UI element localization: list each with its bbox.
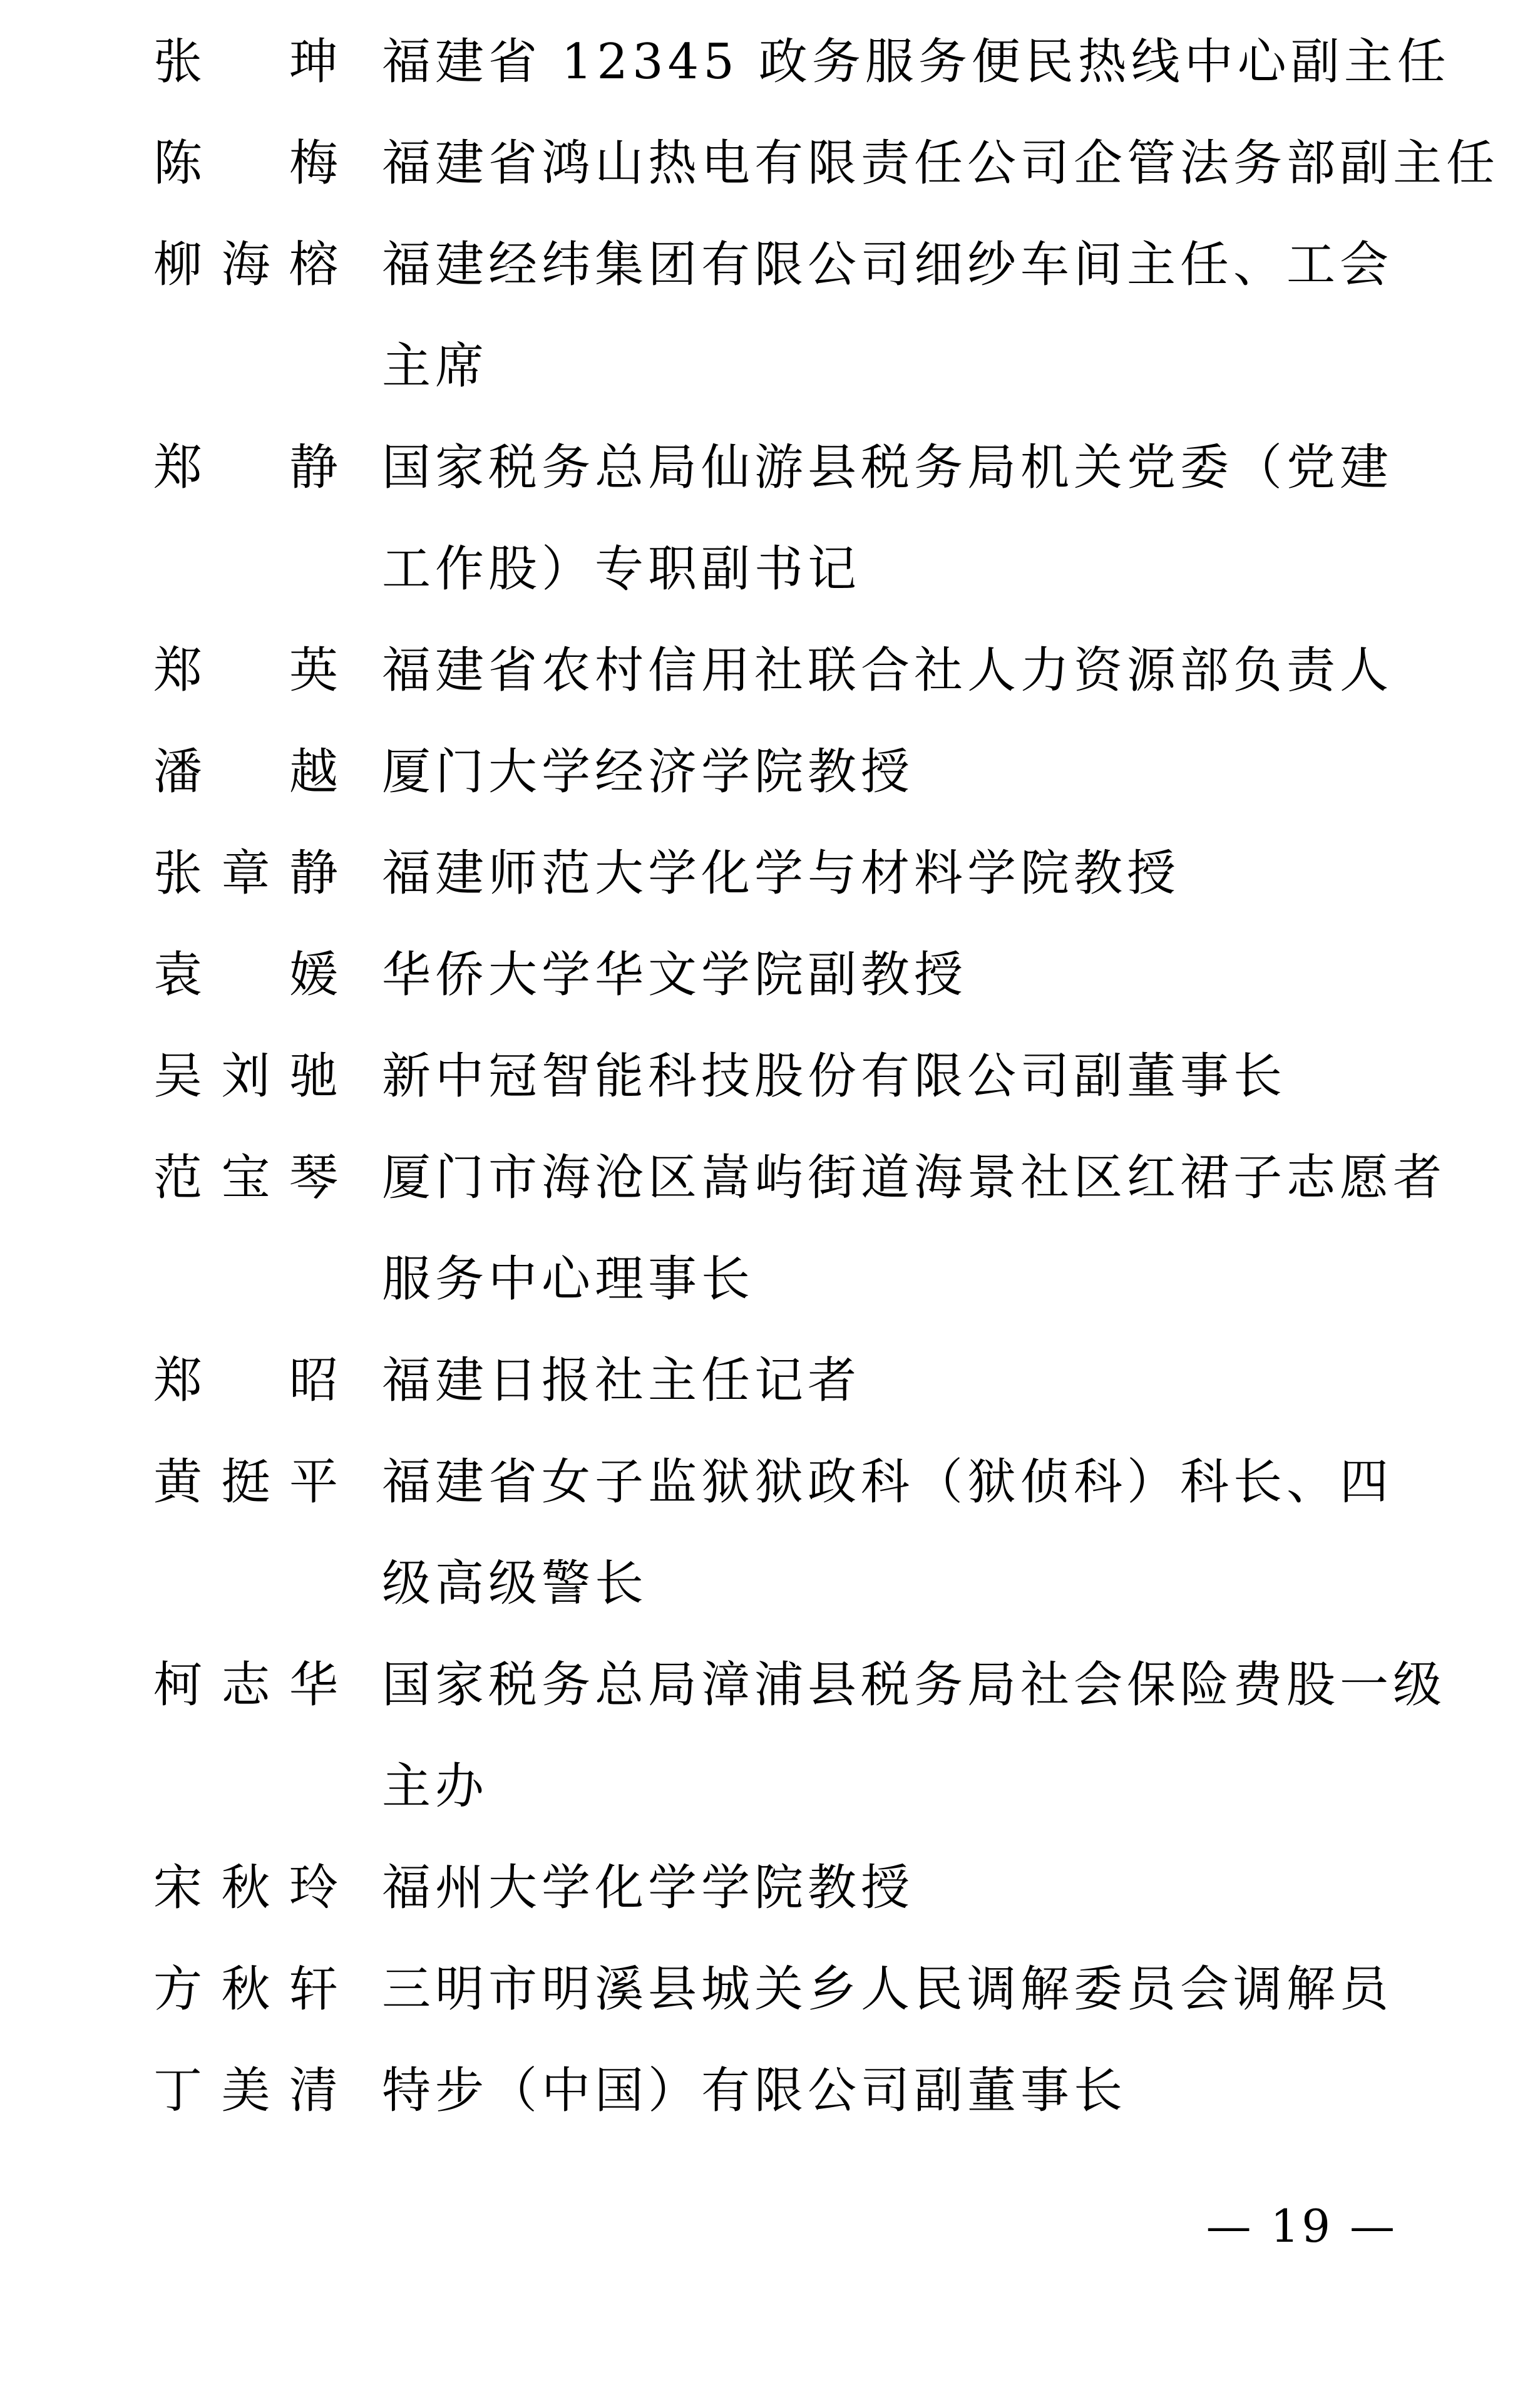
person-title — [382, 1939, 1502, 2040]
title-line: 华侨大学华文学院副教授 — [382, 947, 968, 1003]
title-line: 福建经纬集团有限公司细纱车间主任、工会 — [382, 237, 1394, 293]
title-line: 福建师范大学化学与材料学院教授 — [382, 845, 1181, 902]
title-line: 新中冠智能科技股份有限公司副董事长 — [382, 1048, 1287, 1105]
title-line: 工作股）专职副书记 — [382, 541, 861, 597]
person-title — [382, 823, 1502, 924]
title-line: 福建省 12345 政务服务便民热线中心副主任 — [382, 34, 1450, 90]
person-name: 潘越 — [153, 744, 338, 800]
entry-row — [153, 1127, 1502, 1330]
title-line: 国家税务总局漳浦县税务局社会保险费股一级 — [382, 1657, 1447, 1713]
title-line: 福建省女子监狱狱政科（狱侦科）科长、四 — [382, 1454, 1394, 1510]
person-title — [382, 1634, 1502, 1837]
person-title — [382, 924, 1502, 1026]
name-list — [153, 11, 1502, 2142]
person-name: 陈梅 — [153, 135, 338, 192]
title-line: 主办 — [382, 1758, 489, 1815]
person-title — [382, 1431, 1502, 1634]
person-title — [382, 2040, 1502, 2142]
person-title — [382, 214, 1502, 417]
title-line: 主席 — [382, 338, 489, 394]
title-line: 厦门市海沧区嵩屿街道海景社区红裙子志愿者 — [382, 1150, 1447, 1206]
person-name: 丁美清 — [153, 2063, 338, 2119]
title-line: 国家税务总局仙游县税务局机关党委（党建 — [382, 440, 1394, 496]
person-title — [382, 1026, 1502, 1127]
entry-row — [153, 1634, 1502, 1837]
person-name: 方秋轩 — [153, 1961, 338, 2018]
person-title — [382, 11, 1502, 113]
title-line: 福州大学化学学院教授 — [382, 1860, 915, 1916]
person-name: 柳海榕 — [153, 237, 338, 293]
title-line: 特步（中国）有限公司副董事长 — [382, 2063, 1127, 2119]
page-number: — 19 — — [1206, 2200, 1397, 2252]
person-title — [382, 1330, 1502, 1431]
entry-row — [153, 214, 1502, 417]
entry-row — [153, 11, 1502, 113]
person-title — [382, 620, 1502, 721]
person-title — [382, 113, 1502, 214]
entry-row — [153, 721, 1502, 823]
entry-row — [153, 620, 1502, 721]
person-name: 张章静 — [153, 845, 338, 902]
entry-row — [153, 1837, 1502, 1939]
person-name: 郑英 — [153, 642, 338, 699]
entry-row — [153, 1330, 1502, 1431]
entry-row — [153, 1939, 1502, 2040]
entry-row — [153, 417, 1502, 620]
entry-row — [153, 2040, 1502, 2142]
person-title — [382, 417, 1502, 620]
title-line: 福建省农村信用社联合社人力资源部负责人 — [382, 642, 1394, 699]
title-line: 厦门大学经济学院教授 — [382, 744, 915, 800]
entry-row — [153, 823, 1502, 924]
person-name: 郑静 — [153, 440, 338, 496]
person-name: 范宝琴 — [153, 1150, 338, 1206]
entry-row — [153, 113, 1502, 214]
person-name: 黄挺平 — [153, 1454, 338, 1510]
title-line: 三明市明溪县城关乡人民调解委员会调解员 — [382, 1961, 1394, 2018]
person-name: 郑昭 — [153, 1353, 338, 1409]
person-name: 袁媛 — [153, 947, 338, 1003]
title-line: 福建日报社主任记者 — [382, 1353, 861, 1409]
person-name: 张珅 — [153, 34, 338, 90]
person-title — [382, 1127, 1502, 1330]
title-line: 服务中心理事长 — [382, 1251, 755, 1307]
person-title — [382, 1837, 1502, 1939]
person-name: 吴刘驰 — [153, 1048, 338, 1105]
person-name: 宋秋玲 — [153, 1860, 338, 1916]
entry-row — [153, 924, 1502, 1026]
title-line: 级高级警长 — [382, 1555, 649, 1612]
entry-row — [153, 1026, 1502, 1127]
entry-row — [153, 1431, 1502, 1634]
person-title — [382, 721, 1502, 823]
person-name: 柯志华 — [153, 1657, 338, 1713]
title-line: 福建省鸿山热电有限责任公司企管法务部副主任 — [382, 135, 1500, 192]
